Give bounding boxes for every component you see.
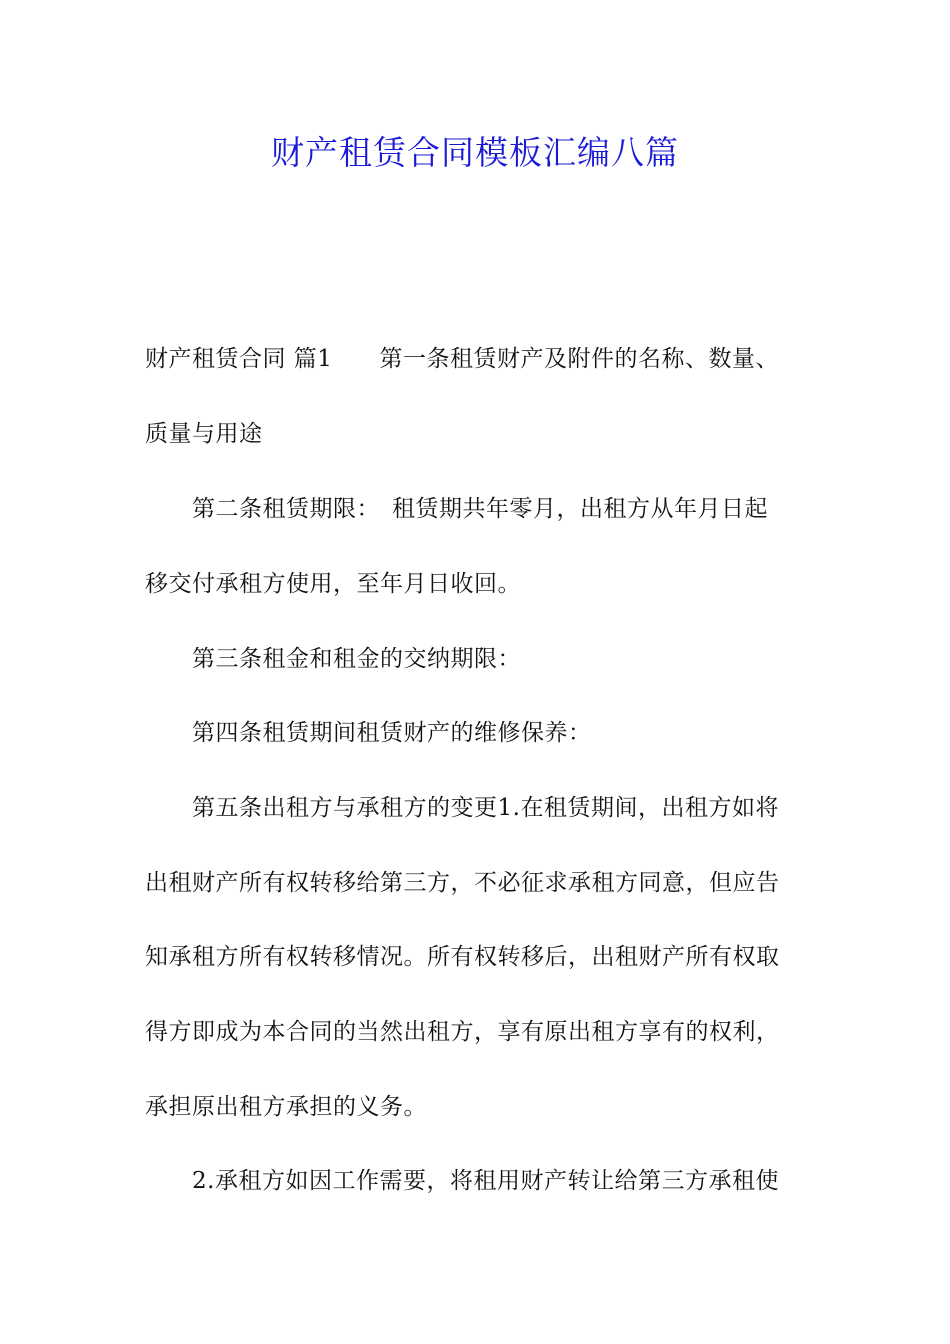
paragraph-line: 出租财产所有权转移给第三方，不必征求承租方同意，但应告 bbox=[145, 870, 780, 896]
paragraph-line: 质量与用途 bbox=[145, 421, 263, 447]
paragraph-line: 第三条租金和租金的交纳期限： bbox=[192, 646, 521, 672]
paragraph-line: 第二条租赁期限： 租赁期共年零月，出租方从年月日起 bbox=[192, 496, 768, 522]
document-title: 财产租赁合同模板汇编八篇 bbox=[271, 133, 679, 172]
paragraph-line: 2.承租方如因工作需要，将租用财产转让给第三方承租使 bbox=[192, 1168, 779, 1194]
paragraph-line: 承担原出租方承担的义务。 bbox=[145, 1094, 427, 1120]
paragraph-line: 第五条出租方与承租方的变更1.在租赁期间，出租方如将 bbox=[192, 795, 779, 821]
paragraph-line: 得方即成为本合同的当然出租方，享有原出租方享有的权利， bbox=[145, 1019, 780, 1045]
paragraph-line: 财产租赁合同 篇1 第一条租赁财产及附件的名称、数量、 bbox=[145, 346, 779, 372]
paragraph-line: 知承租方所有权转移情况。所有权转移后，出租财产所有权取 bbox=[145, 944, 780, 970]
paragraph-line: 第四条租赁期间租赁财产的维修保养： bbox=[192, 720, 592, 746]
paragraph-line: 移交付承租方使用，至年月日收回。 bbox=[145, 571, 521, 597]
